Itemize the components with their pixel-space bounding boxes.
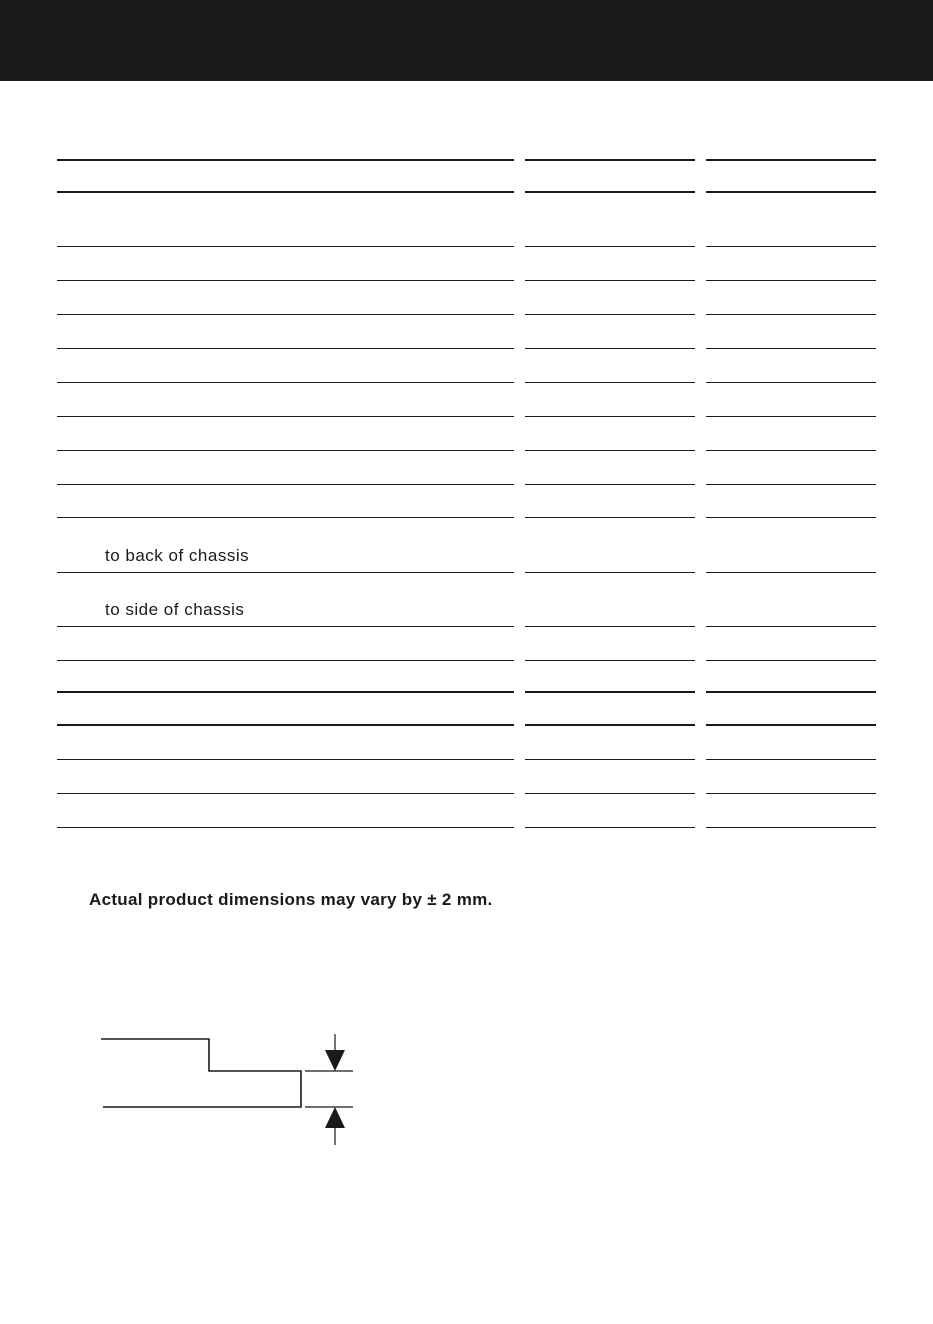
table-rule xyxy=(57,246,514,247)
table-rule xyxy=(57,626,514,627)
table-rule xyxy=(706,827,876,828)
table-rule xyxy=(706,626,876,627)
table-rule xyxy=(706,759,876,760)
table-rule xyxy=(57,416,514,417)
table-rule xyxy=(57,724,514,726)
table-rule xyxy=(525,159,695,161)
table-rule xyxy=(57,759,514,760)
table-rule xyxy=(57,450,514,451)
table-rule xyxy=(525,626,695,627)
table-rule xyxy=(57,660,514,661)
table-rule xyxy=(706,314,876,315)
table-rule xyxy=(57,691,514,693)
table-rule xyxy=(706,572,876,573)
table-rule xyxy=(525,314,695,315)
table-rule xyxy=(57,159,514,161)
dimension-tolerance-note: Actual product dimensions may vary by ± 2 mm. xyxy=(89,890,493,909)
step-height-dimension-icon xyxy=(95,1030,365,1150)
table-rule xyxy=(525,484,695,485)
step-height-diagram xyxy=(95,1030,365,1155)
header-bar xyxy=(0,0,933,81)
table-rule xyxy=(525,450,695,451)
table-rule xyxy=(57,382,514,383)
table-rule xyxy=(525,348,695,349)
table-rule xyxy=(706,724,876,726)
table-rule xyxy=(57,572,514,573)
table-rule xyxy=(57,827,514,828)
table-rule xyxy=(525,827,695,828)
table-rule xyxy=(525,660,695,661)
table-rule xyxy=(525,246,695,247)
table-rule xyxy=(57,280,514,281)
table-rule xyxy=(525,572,695,573)
table-rule xyxy=(706,484,876,485)
table-rule xyxy=(706,280,876,281)
table-rule xyxy=(525,759,695,760)
table-rule xyxy=(57,314,514,315)
table-rule xyxy=(525,382,695,383)
table-rule xyxy=(57,484,514,485)
table-rule xyxy=(57,793,514,794)
row-label-side-of-chassis: to side of chassis xyxy=(105,600,245,619)
table-rule xyxy=(706,382,876,383)
table-rule xyxy=(525,416,695,417)
table-rule xyxy=(525,793,695,794)
table-rule xyxy=(706,191,876,193)
table-rule xyxy=(525,517,695,518)
table-rule xyxy=(706,348,876,349)
table-rule xyxy=(706,246,876,247)
table-rule xyxy=(706,416,876,417)
table-rule xyxy=(706,159,876,161)
table-rule xyxy=(57,191,514,193)
table-rule xyxy=(706,450,876,451)
table-rule xyxy=(706,660,876,661)
table-rule xyxy=(525,191,695,193)
table-rule xyxy=(706,691,876,693)
table-rule xyxy=(57,348,514,349)
table-rule xyxy=(706,517,876,518)
table-rule xyxy=(706,793,876,794)
row-label-back-of-chassis: to back of chassis xyxy=(105,546,250,565)
table-rule xyxy=(525,691,695,693)
table-rule xyxy=(57,517,514,518)
table-rule xyxy=(525,280,695,281)
table-rule xyxy=(525,724,695,726)
